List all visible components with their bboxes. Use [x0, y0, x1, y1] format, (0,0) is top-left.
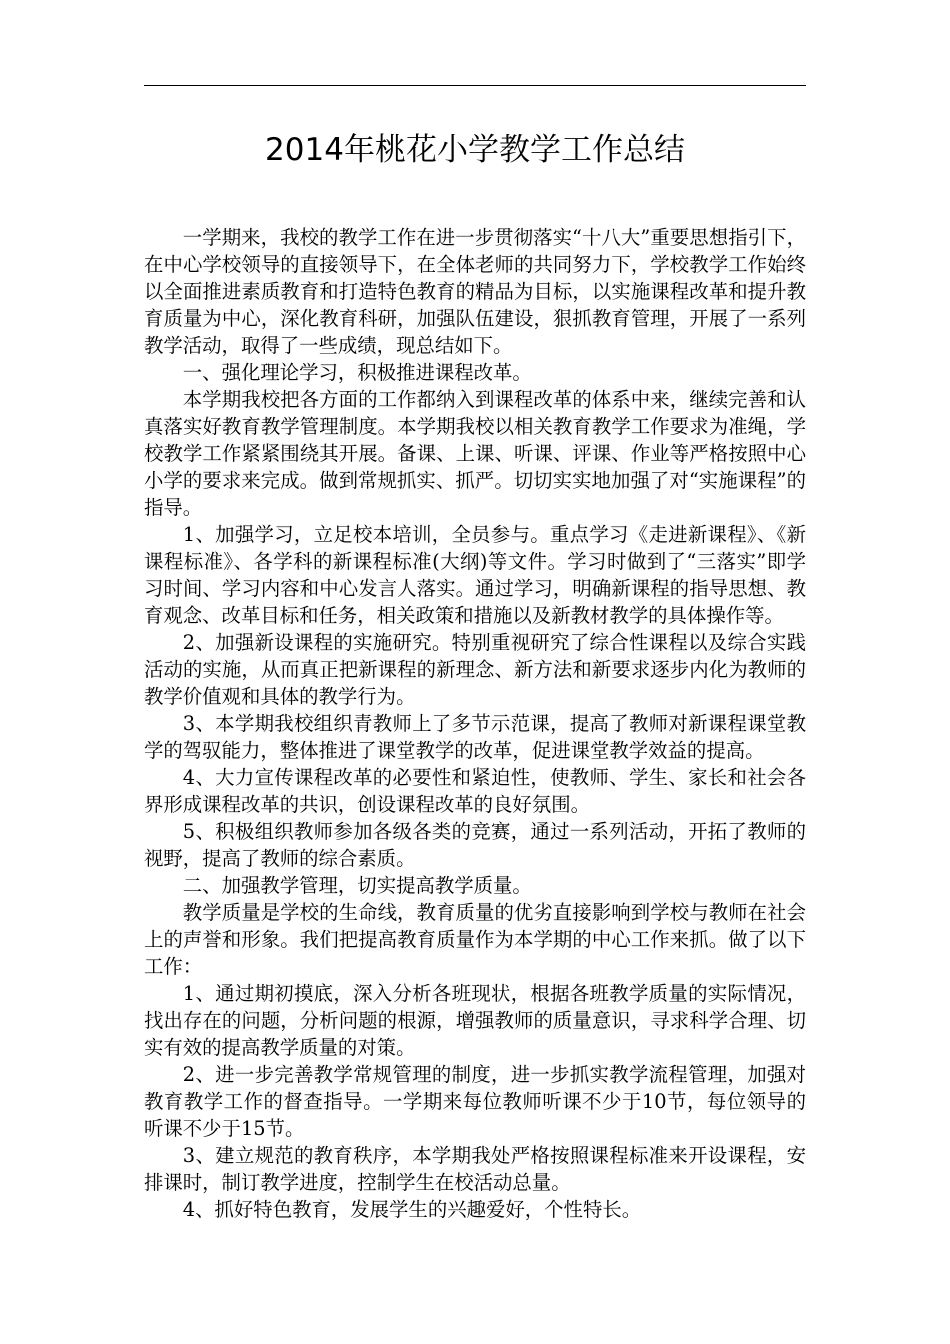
section-heading-2: 二、加强教学管理，切实提高教学质量。	[182, 874, 532, 897]
list-item: 5、积极组织教师参加各级各类的竞赛，通过一系列活动，开拓了教师的视野，提高了教师的综合素质。	[144, 820, 806, 870]
list-item: 1、通过期初摸底，深入分析各班现状，根据各班教学质量的实际情况，找出存在的问题，分析问题的根源，增强教师的质量意识，寻求科学合理、切实有效的提高教学质量的对策。	[144, 982, 806, 1059]
list-item: 3、本学期我校组织青教师上了多节示范课，提高了教师对新课程课堂教学的驾驭能力，整体推进了课堂教学的改革，促进课堂教学效益的提高。	[144, 712, 806, 762]
paragraph-intro: 一学期来，我校的教学工作在进一步贯彻落实“十八大”重要思想指引下，在中心学校领导的直接领导下，在全体老师的共同努力下，学校教学工作始终以全面推进素质教育和打造特色教育的精品为目标，以实施课程改革和提升教育质量为中心，深化教育科研，加强队伍建设，狠抓教育管理，开展了一系列教学活动，取得了一些成绩，现总结如下。	[144, 226, 806, 357]
list-item: 2、加强新设课程的实施研究。特别重视研究了综合性课程以及综合实践活动的实施，从而真正把新课程的新理念、新方法和新要求逐步内化为教师的教学价值观和具体的教学行为。	[144, 631, 806, 708]
list-item: 2、进一步完善教学常规管理的制度，进一步抓实教学流程管理，加强对教育教学工作的督查指导。一学期来每位教师听课不少于10节，每位领导的听课不少于15节。	[144, 1063, 806, 1140]
list-item: 4、大力宣传课程改革的必要性和紧迫性，使教师、学生、家长和社会各界形成课程改革的共识，创设课程改革的良好氛围。	[144, 766, 806, 816]
header-rule	[144, 85, 806, 86]
document-body	[144, 224, 806, 1223]
paragraph: 本学期我校把各方面的工作都纳入到课程改革的体系中来，继续完善和认真落实好教育教学管理制度。本学期我校以相关教育教学工作要求为准绳，学校教学工作紧紧围绕其开展。备课、上课、听课、评课、作业等严格按照中心小学的要求来完成。做到常规抓实、抓严。切切实实地加强了对“实施课程”的指导。	[144, 388, 806, 519]
paragraph: 教学质量是学校的生命线，教育质量的优劣直接影响到学校与教师在社会上的声誉和形象。我们把提高教育质量作为本学期的中心工作来抓。做了以下工作：	[144, 901, 806, 978]
list-item: 4、抓好特色教育，发展学生的兴趣爱好，个性特长。	[182, 1198, 642, 1221]
document-title: 2014年桃花小学教学工作总结	[265, 132, 685, 168]
list-item: 1、加强学习，立足校本培训，全员参与。重点学习《走进新课程》、《新课程标准》、各学科的新课程标准(大纲)等文件。学习时做到了“三落实”即学习时间、学习内容和中心发言人落实。通过学习，明确新课程的指导思想、教育观念、改革目标和任务，相关政策和措施以及新教材教学的具体操作等。	[144, 523, 806, 627]
section-heading-1: 一、强化理论学习，积极推进课程改革。	[182, 361, 532, 384]
list-item: 3、建立规范的教育秩序，本学期我处严格按照课程标准来开设课程，安排课时，制订教学进度，控制学生在校活动总量。	[144, 1144, 806, 1194]
